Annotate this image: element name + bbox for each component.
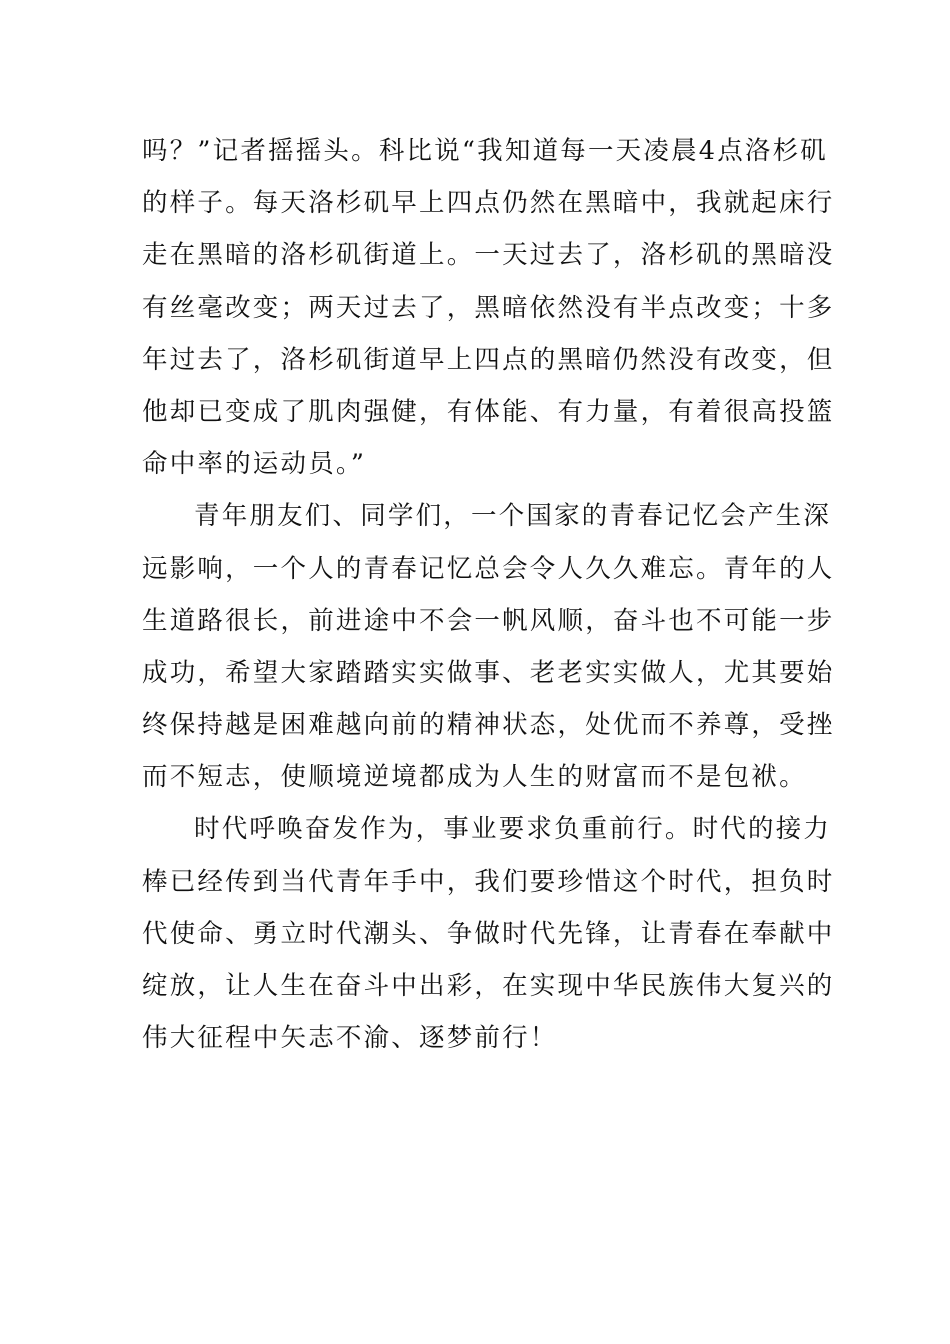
text-line: 生道路很长，前进途中不会一帆风顺，奋斗也不可能一步 bbox=[142, 605, 835, 636]
text-line: 代使命、勇立时代潮头、争做时代先锋，让青春在奉献中 bbox=[142, 918, 835, 949]
text-line: 远影响，一个人的青春记忆总会令人久久难忘。青年的人 bbox=[142, 553, 835, 584]
text-line: 他却已变成了肌肉强健，有体能、有力量，有着很高投篮 bbox=[142, 396, 835, 427]
text-line: 走在黑暗的洛杉矶街道上。一天过去了，洛杉矶的黑暗没 bbox=[142, 240, 835, 271]
text-line: 吗？”记者摇摇头。科比说“我知道每一天凌晨4点洛杉矶 bbox=[142, 136, 828, 166]
text-line: 时代呼唤奋发作为，事业要求负重前行。时代的接力 bbox=[194, 814, 832, 845]
text-line: 棒已经传到当代青年手中，我们要珍惜这个时代，担负时 bbox=[142, 866, 835, 897]
text-line: 伟大征程中矢志不渝、逐梦前行！ bbox=[142, 1023, 558, 1054]
paragraph-era-call bbox=[142, 803, 835, 1064]
text-line: 终保持越是困难越向前的精神状态，处优而不养尊，受挫 bbox=[142, 710, 835, 741]
text-line: 命中率的运动员。” bbox=[142, 449, 367, 480]
paragraph-kobe-quote bbox=[142, 125, 835, 490]
text-line: 的样子。每天洛杉矶早上四点仍然在黑暗中，我就起床行 bbox=[142, 188, 835, 219]
text-line: 有丝毫改变；两天过去了，黑暗依然没有半点改变；十多 bbox=[142, 292, 835, 323]
body-text bbox=[142, 125, 835, 1064]
text-line: 绽放，让人生在奋斗中出彩，在实现中华民族伟大复兴的 bbox=[142, 971, 835, 1001]
text-line: 青年朋友们、同学们，一个国家的青春记忆会产生深 bbox=[194, 501, 832, 532]
text-line: 而不短志，使顺境逆境都成为人生的财富而不是包袱。 bbox=[142, 762, 807, 793]
text-line: 成功，希望大家踏踏实实做事、老老实实做人，尤其要始 bbox=[142, 657, 835, 688]
text-line: 年过去了，洛杉矶街道早上四点的黑暗仍然没有改变，但 bbox=[142, 344, 835, 375]
paragraph-youth-memory bbox=[142, 490, 835, 803]
